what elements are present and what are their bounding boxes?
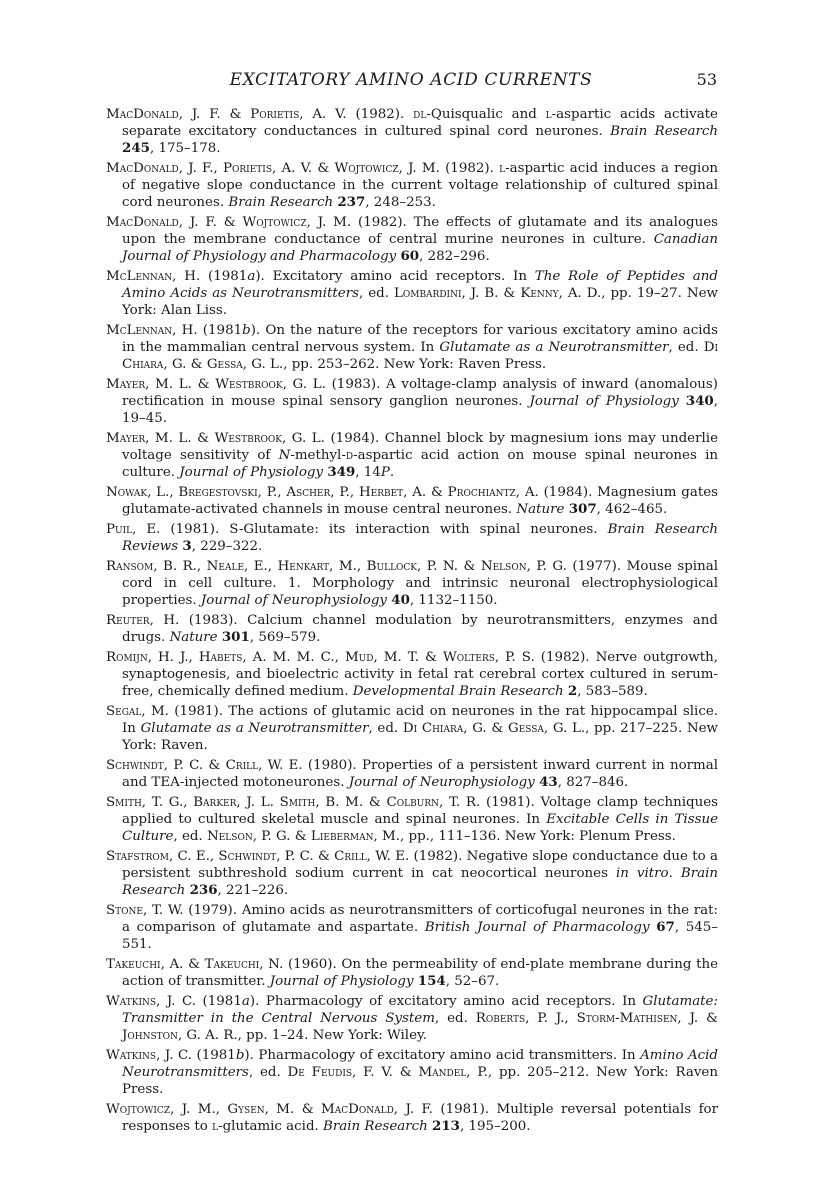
reference-entry	[106, 902, 718, 953]
reference-text: , 229–322.	[191, 539, 263, 554]
reference-volume: 307	[568, 501, 597, 517]
reference-text: , pp. 1–24. New York: Wiley.	[237, 1028, 428, 1043]
reference-text: , ed.	[368, 721, 403, 736]
reference-text: , 195–200.	[459, 1119, 531, 1134]
reference-italic-text: Journal of Physiology	[269, 974, 414, 989]
reference-text: ). On the nature of the receptors for various excitatory amino acids in the mammalian central nervous system. In	[122, 323, 719, 355]
reference-text: , pp. 217–225. New York: Raven.	[122, 721, 718, 753]
reference-entry	[106, 376, 718, 427]
reference-entry	[106, 1047, 718, 1098]
reference-text: , ed.	[668, 340, 704, 355]
reference-entry	[106, 848, 718, 899]
reference-volume: 340	[685, 393, 714, 409]
reference-italic-text: a	[247, 269, 256, 284]
reference-volume: 349	[327, 464, 356, 480]
reference-italic-text: Glutamate as a Neurotransmitter	[140, 721, 369, 736]
reference-entry	[106, 1101, 718, 1135]
reference-text: , 583–589.	[577, 684, 648, 699]
reference-authors: Reuter, H.	[106, 613, 180, 628]
reference-entry	[106, 956, 718, 990]
reference-authors: Romijn, H. J., Habets, A. M. M. C., Mud, M. T. & Wolters, P. S.	[106, 650, 535, 665]
reference-text: ). Pharmacology of excitatory amino acid receptors. In	[249, 994, 643, 1009]
reference-text: (1977). Mouse spinal cord in cell culture. 1. Morphology and intrinsic neuronal electrophysiological properties.	[122, 559, 718, 608]
reference-italic-text: Journal of Physiology	[529, 394, 679, 409]
reference-text: (1981	[196, 994, 242, 1009]
reference-authors: Takeuchi, A. & Takeuchi, N.	[106, 957, 284, 972]
reference-authors: Di Chiara, G. & Gessa, G. L.	[402, 721, 586, 736]
reference-text: -methyl-	[290, 448, 346, 463]
reference-volume: 2	[567, 683, 578, 699]
reference-text: , 248–253.	[365, 195, 436, 210]
reference-italic-text: Nature	[169, 630, 218, 645]
reference-italic-text: Amino Acid Neurotransmitters	[122, 1048, 718, 1080]
reference-authors: MacDonald, J. F. & Porietis, A. V.	[106, 107, 347, 122]
reference-text: (1981). Multiple reversal potentials for responses to	[122, 1102, 718, 1134]
reference-authors: De Feudis, F. V. & Mandel, P.	[287, 1065, 488, 1080]
reference-text: -aspartic acid induces a region of negative slope conductance in the current voltage relationship of cultured spinal cord neurones.	[122, 161, 719, 210]
reference-authors: Di Chiara, G. & Gessa, G. L.	[122, 340, 719, 372]
reference-text: , 827–846.	[557, 775, 629, 790]
reference-authors: Stone, T. W.	[106, 903, 184, 918]
reference-text: (1981). Voltage clamp techniques applied to cultured skeletal muscle and spinal neurones. In	[122, 795, 718, 827]
reference-text: (1981	[197, 323, 243, 338]
reference-volume: 301	[221, 629, 250, 645]
reference-text: ). Excitatory amino acid receptors. In	[255, 269, 535, 284]
reference-text: (1980). Properties of a persistent inward current in normal and TEA-injected motoneurones.	[122, 758, 718, 790]
reference-volume: 213	[432, 1118, 460, 1134]
reference-text: -Quisqualic and	[426, 107, 546, 122]
reference-italic-text: Developmental Brain Research	[352, 684, 564, 699]
reference-text: (1981	[191, 1048, 236, 1063]
reference-text: (1983). Calcium channel modulation by neurotransmitters, enzymes and drugs.	[122, 613, 718, 645]
reference-authors: Puil, E.	[106, 522, 161, 537]
reference-authors: Mayer, M. L. & Westbrook, G. L.	[106, 431, 325, 446]
page-header	[105, 70, 717, 94]
reference-text: (1982). The effects of glutamate and its analogues upon the membrane conductance of central murine neurones in culture.	[122, 215, 718, 247]
reference-authors: MacDonald, J. F., Porietis, A. V. & Wojtowicz, J. M.	[106, 161, 440, 176]
reference-text: (1982). Nerve outgrowth, synaptogenesis, and bioelectric activity in fetal rat cerebral cortex cultured in serum-free, chemically defined medium.	[122, 650, 718, 699]
reference-text: (1984). Magnesium gates glutamate-activated channels in mouse central neurones.	[122, 485, 718, 517]
reference-text: , 569–579.	[249, 630, 321, 645]
running-title: EXCITATORY AMINO ACID CURRENTS	[229, 70, 593, 90]
reference-text: (1982).	[346, 107, 414, 122]
reference-authors: McLennan, H.	[106, 269, 201, 284]
reference-text: -aspartic acid action on mouse spinal neurones in culture.	[122, 448, 718, 480]
reference-italic-text: in vitro	[615, 866, 669, 881]
reference-entry	[106, 993, 718, 1044]
reference-authors: Roberts, P. J., Storm-Mathisen, J. & Johnston, G. A. R.	[122, 1011, 718, 1043]
reference-authors: l	[499, 161, 506, 176]
reference-authors: l	[545, 107, 552, 122]
reference-authors: dl	[413, 107, 427, 122]
reference-entry	[106, 430, 718, 481]
reference-italic-text: Brain Research	[122, 866, 719, 898]
reference-text: , 545–551.	[122, 920, 718, 952]
reference-text: ). Pharmacology of excitatory amino acid transmitters. In	[244, 1048, 641, 1063]
reference-text: (1960). On the permeability of end-plate membrane during the action of transmitter.	[122, 957, 718, 989]
reference-text: , pp., 111–136. New York: Plenum Press.	[399, 829, 676, 844]
reference-authors: Wojtowicz, J. M., Gysen, M. & MacDonald, J. F.	[106, 1102, 433, 1117]
reference-text: , 1132–1150.	[409, 593, 498, 608]
reference-authors: Schwindt, P. C. & Crill, W. E.	[106, 758, 303, 773]
reference-text: (1981). S-Glutamate: its interaction with spinal neurones.	[160, 522, 608, 537]
reference-entry	[106, 558, 718, 609]
reference-volume: 60	[400, 248, 420, 264]
reference-text: , 462–465.	[596, 502, 668, 517]
reference-entry	[106, 484, 718, 518]
reference-italic-text: N	[278, 448, 291, 463]
reference-volume: 43	[539, 774, 558, 790]
reference-entry	[106, 612, 718, 646]
reference-volume: 237	[337, 194, 366, 210]
page-number: 53	[696, 70, 717, 89]
reference-text: , ed.	[358, 286, 394, 301]
reference-entry	[106, 106, 718, 157]
reference-italic-text: P	[380, 465, 390, 480]
reference-volume: 40	[391, 592, 410, 608]
reference-italic-text: Canadian Journal of Physiology and Pharmacology	[122, 232, 718, 264]
reference-entry	[106, 649, 718, 700]
reference-authors: Lombardini, J. B. & Kenny, A. D.	[393, 286, 602, 301]
reference-italic-text: Excitable Cells in Tissue Culture	[122, 812, 718, 844]
reference-entry	[106, 160, 718, 211]
reference-italic-text: Journal of Neurophysiology	[348, 775, 535, 790]
reference-italic-text: The Role of Peptides and Amino Acids as Neurotransmitters	[122, 269, 718, 301]
reference-text: , pp. 19–27. New York: Alan Liss.	[122, 286, 718, 318]
reference-text: .	[389, 465, 395, 480]
reference-authors: Ransom, B. R., Neale, E., Henkart, M., Bullock, P. N. & Nelson, P. G.	[106, 559, 567, 574]
reference-authors: Watkins, J. C.	[106, 994, 197, 1009]
reference-text: , 282–296.	[419, 249, 490, 264]
reference-italic-text: Glutamate as a Neurotransmitter	[439, 340, 669, 355]
reference-authors: MacDonald, J. F. & Wojtowicz, J. M.	[106, 215, 352, 230]
reference-text: , ed.	[173, 829, 208, 844]
reference-text: .	[668, 866, 681, 881]
reference-volume: 245	[122, 140, 150, 156]
reference-entry	[106, 322, 718, 373]
reference-text: (1982). Negative slope conductance due to a persistent subthreshold sodium current in cat neocortical neurones	[122, 849, 718, 881]
reference-text: , pp. 253–262. New York: Raven Press.	[283, 357, 547, 372]
reference-italic-text: a	[241, 994, 250, 1009]
reference-authors: Nowak, L., Bregestovski, P., Ascher, P., Herbet, A. & Prochiantz, A.	[106, 485, 539, 500]
reference-volume: 67	[656, 919, 675, 935]
reference-text: -aspartic acids activate separate excitatory conductances in cultured spinal cord neurones.	[122, 107, 718, 139]
reference-text: , ed.	[248, 1065, 288, 1080]
reference-authors: Stafstrom, C. E., Schwindt, P. C. & Crill, W. E.	[106, 849, 410, 864]
reference-italic-text: British Journal of Pharmacology	[424, 920, 650, 935]
reference-italic-text: Brain Research Reviews	[122, 522, 719, 554]
reference-italic-text: b	[235, 1048, 245, 1063]
reference-text: , 175–178.	[149, 141, 221, 156]
reference-authors: McLennan, H.	[106, 323, 198, 338]
reference-text: , 14	[355, 465, 381, 480]
reference-text: , 221–226.	[217, 883, 289, 898]
reference-authors: Watkins, J. C.	[106, 1048, 192, 1063]
reference-italic-text: Brain Research	[228, 195, 334, 210]
reference-text: (1979). Amino acids as neurotransmitters of corticofugal neurones in the rat: a comparison of glutamate and aspartate.	[122, 903, 718, 935]
reference-text: -glutamic acid.	[218, 1119, 324, 1134]
reference-volume: 154	[417, 973, 446, 989]
reference-volume: 3	[182, 538, 192, 554]
reference-italic-text: Journal of Neurophysiology	[200, 593, 387, 608]
reference-entry	[106, 757, 718, 791]
reference-authors: Nelson, P. G. & Lieberman, M.	[207, 829, 400, 844]
reference-entry	[106, 703, 718, 754]
reference-entry	[106, 268, 718, 319]
reference-text: , 52–67.	[445, 974, 500, 989]
reference-volume: 236	[189, 882, 218, 898]
reference-entry	[106, 794, 718, 845]
reference-entry	[106, 214, 718, 265]
reference-entry	[106, 521, 718, 555]
reference-italic-text: Glutamate: Transmitter in the Central Nervous System	[122, 994, 718, 1026]
reference-text: , ed.	[434, 1011, 476, 1026]
reference-authors: d	[345, 448, 354, 463]
reference-italic-text: Nature	[516, 502, 565, 517]
reference-italic-text: Brain Research	[610, 124, 718, 139]
reference-authors: Mayer, M. L. & Westbrook, G. L.	[106, 377, 326, 392]
reference-text: (1983). A voltage-clamp analysis of inward (anomalous) rectification in mouse spinal sensory ganglion neurones.	[122, 377, 718, 409]
reference-text: , 19–45.	[122, 394, 718, 426]
reference-italic-text: Brain Research	[323, 1119, 428, 1134]
reference-text: (1981	[200, 269, 248, 284]
reference-text: , pp. 205–212. New York: Raven Press.	[122, 1065, 718, 1097]
reference-authors: l	[212, 1119, 219, 1134]
reference-text	[679, 394, 686, 409]
reference-italic-text: Journal of Physiology	[179, 465, 324, 480]
reference-text: (1984). Channel block by magnesium ions may underlie voltage sensitivity of	[122, 431, 718, 463]
reference-text: (1981). The actions of glutamic acid on neurones in the rat hippocampal slice. In	[122, 704, 719, 736]
reference-italic-text: b	[242, 323, 251, 338]
reference-authors: Smith, T. G., Barker, J. L. Smith, B. M. & Colburn, T. R.	[106, 795, 481, 810]
reference-list	[106, 106, 718, 1138]
reference-text: (1982).	[439, 161, 500, 176]
reference-authors: Segal, M.	[106, 704, 169, 719]
